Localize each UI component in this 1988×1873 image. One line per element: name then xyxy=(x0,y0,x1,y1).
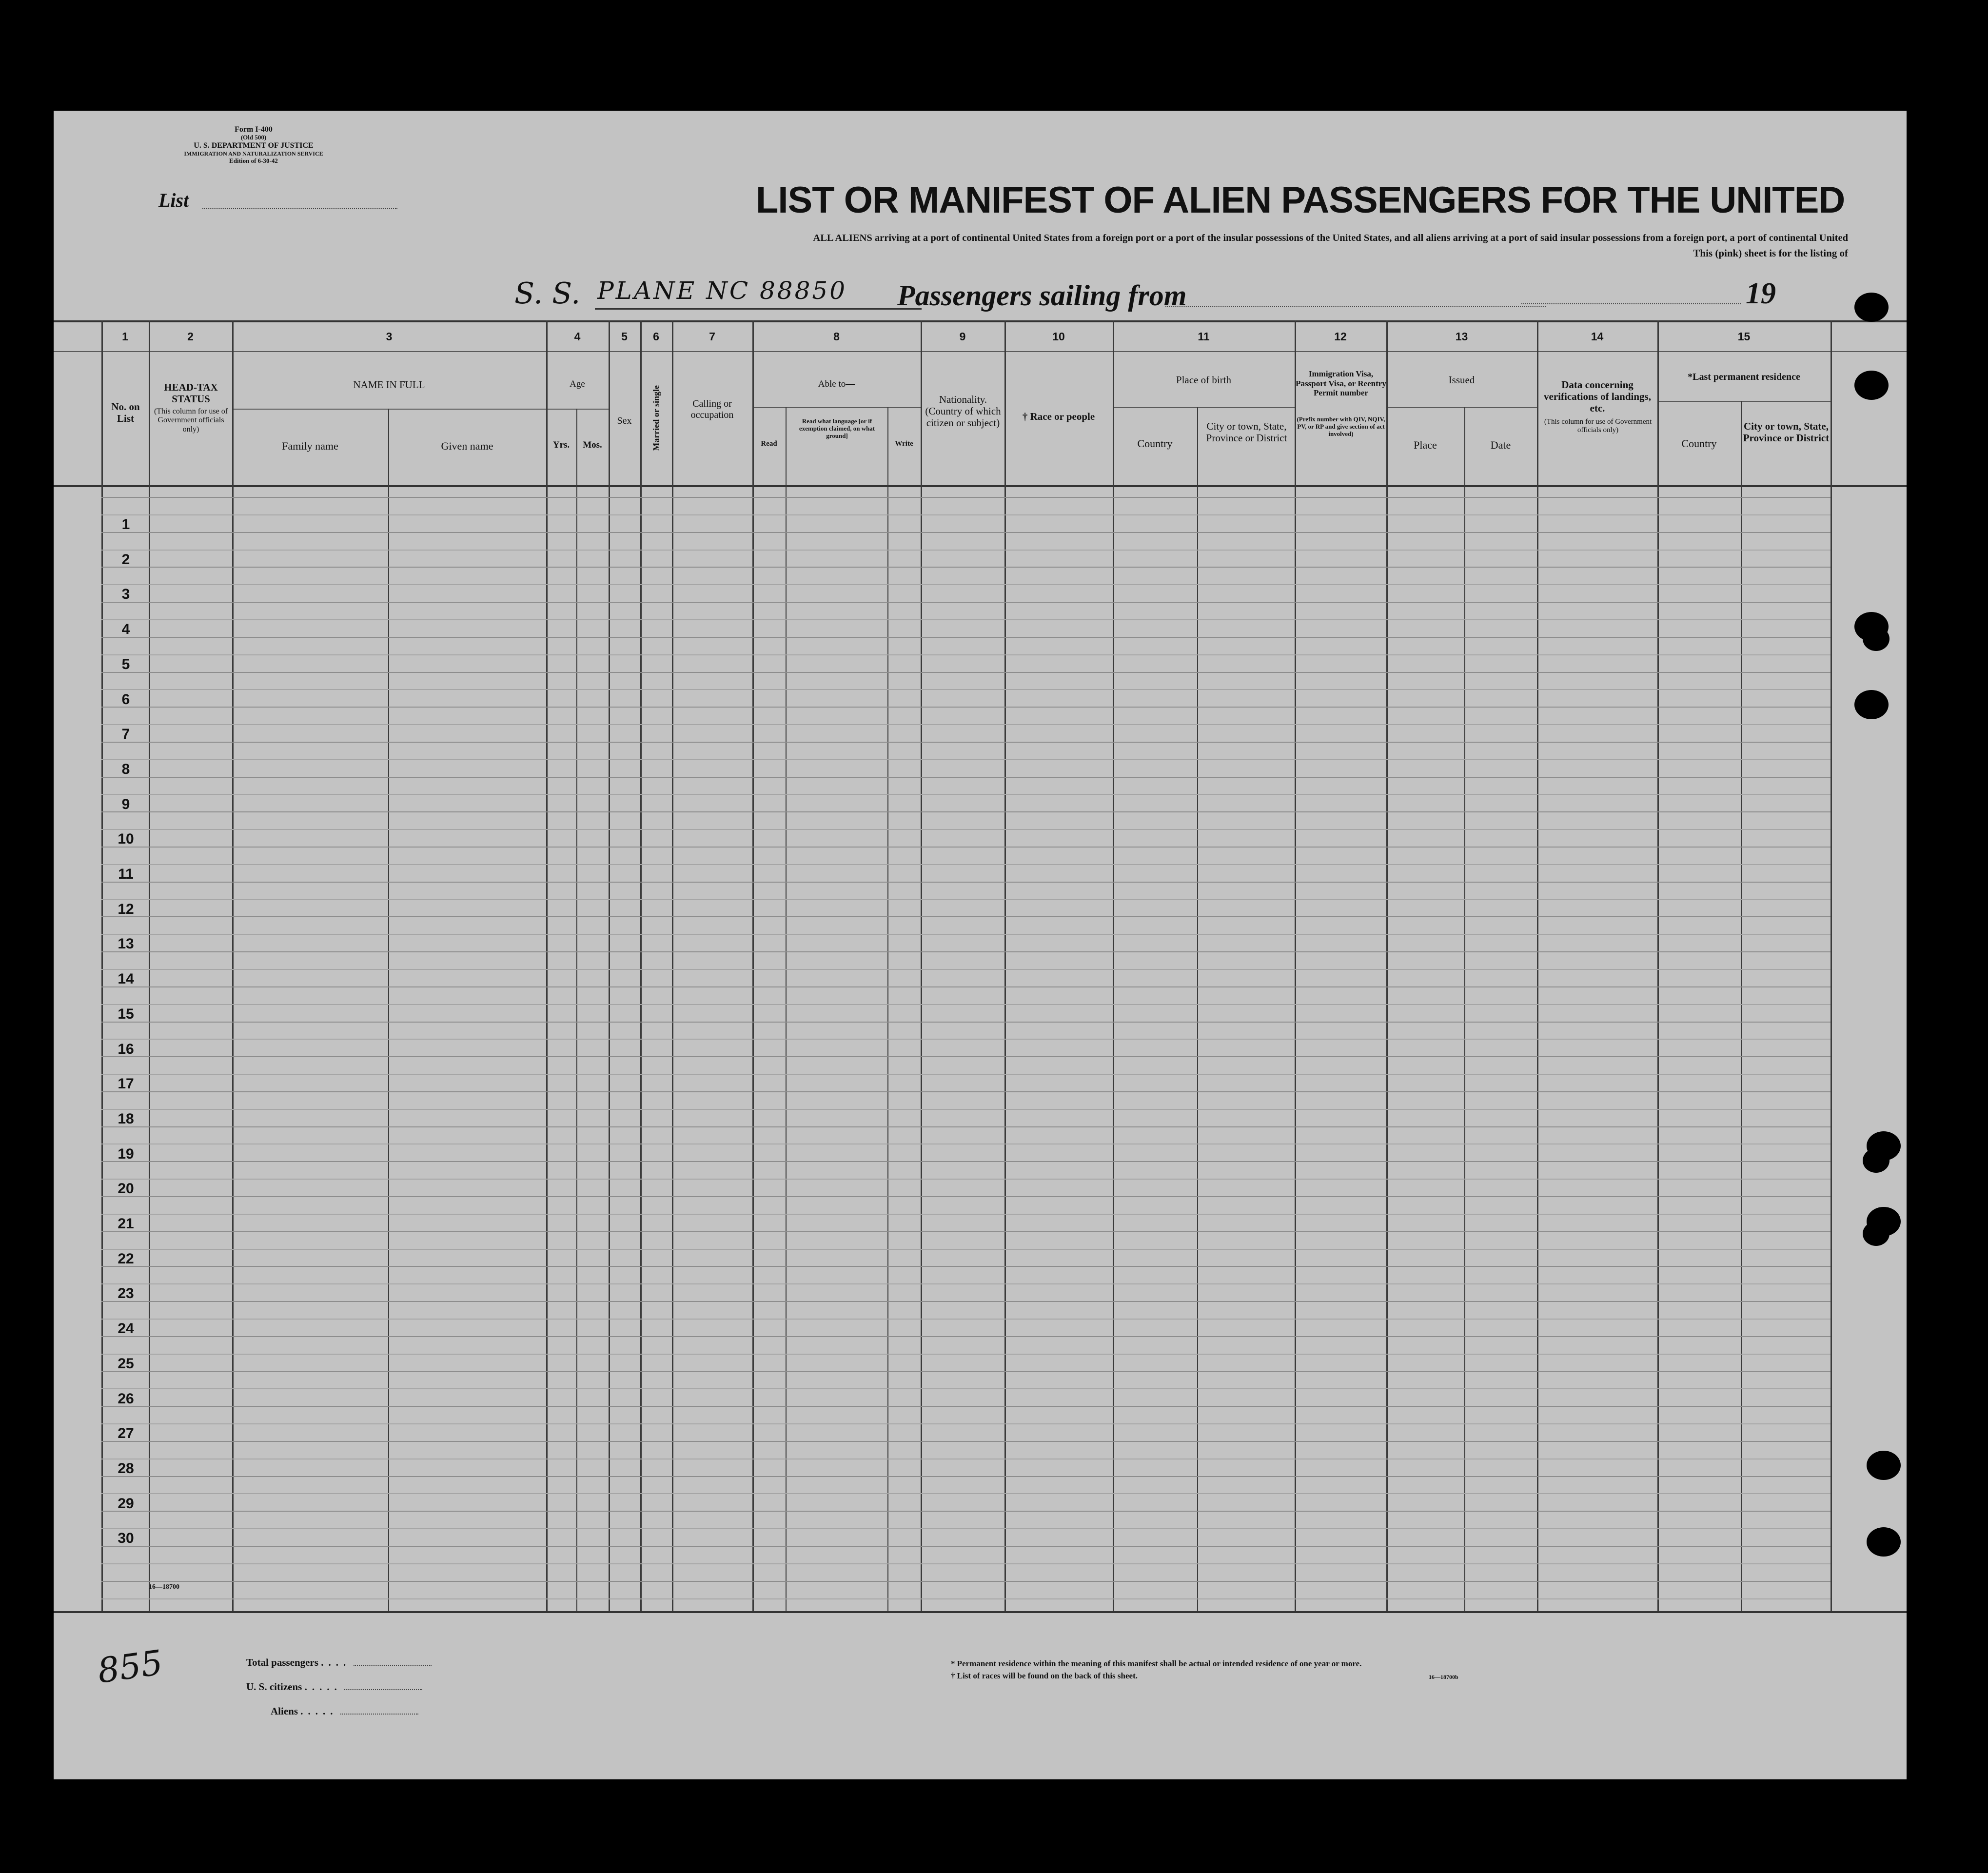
ruled-line xyxy=(101,672,1831,673)
ruled-line xyxy=(101,829,1831,830)
ruled-line xyxy=(101,1511,1831,1512)
ruled-line xyxy=(101,1371,1831,1372)
header-birth-country: Country xyxy=(1137,437,1173,450)
colnum-15: 15 xyxy=(1737,330,1751,343)
punch-hole xyxy=(1854,690,1889,719)
aliens-field[interactable] xyxy=(340,1714,418,1715)
ruled-line xyxy=(101,1266,1831,1267)
subtitle-line1: ALL ALIENS arriving at a port of continental United States from a foreign port or a port of the insular possessions of the United States, and all aliens arriving at a port of said insular possessions from a foreign port, a port of continental United xyxy=(813,233,1848,243)
issued-subheader-line xyxy=(1386,407,1537,408)
row-number: 16 xyxy=(118,1041,134,1057)
ruled-line xyxy=(101,707,1831,708)
header-race: † Race or people xyxy=(1022,411,1095,422)
vessel-name-line xyxy=(595,308,922,310)
row-number: 15 xyxy=(118,1006,134,1022)
department: U. S. DEPARTMENT OF JUSTICE xyxy=(194,141,314,150)
ruled-line xyxy=(101,1441,1831,1442)
row-number: 12 xyxy=(118,901,134,917)
ss-prefix: S. S. xyxy=(514,276,581,311)
row-number: 29 xyxy=(118,1495,134,1512)
total-passengers-label: Total passengers xyxy=(246,1656,318,1668)
able-subheader-line xyxy=(752,407,921,408)
colnum-divider xyxy=(54,351,1907,352)
row-number: 1 xyxy=(121,516,130,532)
total-passengers-row: Total passengers .... xyxy=(246,1656,432,1681)
us-citizens-label: U. S. citizens xyxy=(246,1681,302,1693)
ruled-line xyxy=(101,1283,1831,1284)
header-read: Read xyxy=(761,440,777,448)
ruled-line xyxy=(101,969,1831,970)
colnum-7: 7 xyxy=(709,330,715,343)
header-landings-note: (This column for use of Government officials only) xyxy=(1544,418,1652,434)
header-head-tax-note: (This column for use of Government officials only) xyxy=(154,407,228,434)
row-number: 21 xyxy=(118,1216,134,1232)
ruled-line xyxy=(101,532,1831,533)
row-number: 13 xyxy=(118,936,134,952)
ruled-line xyxy=(101,882,1831,883)
ruled-line xyxy=(101,550,1831,551)
colnum-9: 9 xyxy=(959,330,966,343)
punch-hole xyxy=(1863,1148,1890,1173)
ruled-line xyxy=(101,1336,1831,1337)
ruled-line xyxy=(101,1249,1831,1250)
punch-hole xyxy=(1854,371,1889,400)
ruled-line xyxy=(101,1563,1831,1564)
ruled-line xyxy=(101,1581,1831,1582)
totals-block xyxy=(246,1656,432,1730)
page-title: LIST OR MANIFEST OF ALIEN PASSENGERS FOR THE UNITED xyxy=(756,179,1845,221)
row-number: 4 xyxy=(121,621,130,638)
year-prefix: 19 xyxy=(1746,277,1776,310)
row-number: 30 xyxy=(118,1530,134,1547)
form-old-number: (Old 500) xyxy=(240,134,267,141)
header-place-of-birth: Place of birth xyxy=(1176,374,1232,386)
ruled-line xyxy=(101,724,1831,725)
ruled-line xyxy=(101,1423,1831,1424)
row-number: 8 xyxy=(121,761,130,777)
row-number: 18 xyxy=(118,1110,134,1127)
header-nationality: Nationality. (Country of which citizen or subject) xyxy=(925,394,1001,429)
row-number: 27 xyxy=(118,1425,134,1442)
row-number: 20 xyxy=(118,1181,134,1197)
table-body xyxy=(54,487,1907,1613)
ruled-line xyxy=(101,986,1831,987)
service: IMMIGRATION AND NATURALIZATION SERVICE xyxy=(184,150,323,157)
ruled-line xyxy=(101,916,1831,917)
sailing-date-field[interactable] xyxy=(1521,303,1741,304)
header-no-on-list: No. on List xyxy=(111,401,140,425)
ruled-line xyxy=(101,689,1831,690)
ruled-line xyxy=(101,1493,1831,1494)
header-read-language: Read what language [or if exemption claimed, on what ground] xyxy=(799,417,875,439)
ruled-line xyxy=(101,1319,1831,1320)
manifest-sheet xyxy=(54,111,1907,1779)
ruled-line xyxy=(101,934,1831,935)
ruled-line xyxy=(101,1301,1831,1302)
header-issued-date: Date xyxy=(1490,439,1511,451)
form-info xyxy=(176,125,332,164)
colnum-13: 13 xyxy=(1455,330,1468,343)
residence-subheader-line xyxy=(1657,401,1831,402)
punch-hole xyxy=(1867,1527,1901,1557)
header-calling: Calling or occupation xyxy=(690,398,734,420)
ruled-line xyxy=(101,567,1831,568)
ruled-line xyxy=(101,811,1831,812)
list-number-field[interactable] xyxy=(202,208,397,209)
colnum-10: 10 xyxy=(1052,330,1065,343)
colnum-5: 5 xyxy=(621,330,628,343)
ruled-line xyxy=(101,1598,1831,1599)
row-number: 9 xyxy=(121,796,130,812)
ruled-line xyxy=(101,1161,1831,1162)
ruled-line xyxy=(101,1179,1831,1180)
footnote-races: † List of races will be found on the back of this sheet. xyxy=(951,1671,1138,1680)
row-number: 23 xyxy=(118,1285,134,1302)
handwritten-page-number: 855 xyxy=(95,1642,165,1691)
ruled-line xyxy=(101,1388,1831,1389)
colnum-2: 2 xyxy=(187,330,194,343)
aliens-row: Aliens ..... xyxy=(246,1705,432,1730)
header-issued-place: Place xyxy=(1414,439,1437,451)
header-write: Write xyxy=(895,440,913,448)
ruled-line xyxy=(101,654,1831,655)
ruled-line xyxy=(101,1091,1831,1092)
row-number: 10 xyxy=(118,831,134,848)
us-citizens-row: U. S. citizens ..... xyxy=(246,1681,432,1705)
row-number: 19 xyxy=(118,1145,134,1162)
us-citizens-field[interactable] xyxy=(344,1689,422,1690)
colnum-6: 6 xyxy=(653,330,659,343)
header-residence-city: City or town, State, Province or District xyxy=(1743,420,1830,444)
footnote-residence: * Permanent residence within the meaning of this manifest shall be actual or intended residence of one year or more. xyxy=(951,1659,1362,1668)
edition: Edition of 6-30-42 xyxy=(229,157,278,164)
table-top-border xyxy=(54,320,1907,322)
ruled-line xyxy=(101,742,1831,743)
row-number: 14 xyxy=(118,971,134,987)
ruled-line xyxy=(101,1528,1831,1529)
punch-hole xyxy=(1863,627,1890,651)
sailing-from-field[interactable] xyxy=(1165,306,1546,307)
subtitle-line2: This (pink) sheet is for the listing of xyxy=(1693,247,1848,259)
ruled-line xyxy=(101,1126,1831,1127)
header-last-residence: *Last permanent residence xyxy=(1688,372,1800,382)
header-head-tax: HEAD-TAX STATUS xyxy=(164,381,218,405)
ruled-line xyxy=(101,1406,1831,1407)
footnotes xyxy=(951,1658,1361,1682)
header-name-in-full: NAME IN FULL xyxy=(353,379,425,391)
row-number: 24 xyxy=(118,1321,134,1337)
row-number: 6 xyxy=(121,691,130,708)
sailing-label: Passengers sailing from xyxy=(897,279,1187,312)
row-number: 17 xyxy=(118,1076,134,1092)
row-number: 7 xyxy=(121,726,130,743)
punch-hole xyxy=(1867,1451,1901,1480)
colnum-14: 14 xyxy=(1591,330,1604,343)
ruled-line xyxy=(101,602,1831,603)
colnum-4: 4 xyxy=(574,330,581,343)
row-number: 11 xyxy=(118,866,134,882)
ruled-line xyxy=(101,951,1831,952)
ruled-line xyxy=(101,637,1831,638)
row-number: 5 xyxy=(121,656,130,672)
header-birth-city: City or town, State, Province or District xyxy=(1206,420,1287,444)
punch-hole xyxy=(1854,293,1889,322)
ruled-line xyxy=(101,794,1831,795)
header-given-name: Given name xyxy=(441,440,493,452)
colnum-3: 3 xyxy=(386,330,393,343)
bottom-code: 16—18700 xyxy=(149,1583,179,1591)
ruled-line xyxy=(101,1074,1831,1075)
header-sex: Sex xyxy=(617,415,632,426)
total-passengers-field[interactable] xyxy=(354,1665,432,1666)
row-number: 22 xyxy=(118,1250,134,1267)
punch-hole xyxy=(1863,1222,1890,1246)
ruled-line xyxy=(101,514,1831,515)
ruled-line xyxy=(101,1476,1831,1477)
header-residence-country: Country xyxy=(1681,437,1717,450)
colnum-8: 8 xyxy=(833,330,840,343)
colnum-1: 1 xyxy=(122,330,128,343)
row-number: 28 xyxy=(118,1460,134,1477)
ruled-line xyxy=(101,1056,1831,1057)
ruled-line xyxy=(101,899,1831,900)
header-age: Age xyxy=(570,379,585,389)
form-number: Form I-400 xyxy=(235,125,273,134)
header-issued: Issued xyxy=(1448,374,1475,386)
ruled-line xyxy=(101,497,1831,498)
aliens-label: Aliens xyxy=(271,1705,298,1717)
row-number: 25 xyxy=(118,1355,134,1372)
ruled-line xyxy=(101,1546,1831,1547)
birth-subheader-line xyxy=(1113,407,1295,408)
ruled-line xyxy=(101,584,1831,585)
ruled-line xyxy=(101,1109,1831,1110)
row-number: 26 xyxy=(118,1390,134,1407)
ruled-line xyxy=(101,777,1831,778)
header-family-name: Family name xyxy=(282,440,338,452)
colnum-12: 12 xyxy=(1334,330,1347,343)
vessel-name[interactable]: PLANE NC 88850 xyxy=(597,276,847,305)
row-number: 3 xyxy=(121,586,130,603)
header-visa: Immigration Visa, Passport Visa, or Reentry Permit number xyxy=(1296,369,1386,398)
ruled-line xyxy=(101,619,1831,620)
header-mos: Mos. xyxy=(583,440,602,450)
ruled-line xyxy=(101,847,1831,848)
header-yrs: Yrs. xyxy=(552,440,570,450)
list-label: List xyxy=(158,189,189,211)
footnote-code: 16—18700b xyxy=(1429,1674,1458,1680)
ruled-line xyxy=(101,864,1831,865)
table-bottom-border xyxy=(54,1611,1907,1613)
ruled-line xyxy=(101,1196,1831,1197)
ruled-line xyxy=(101,1004,1831,1005)
header-married: Married or single xyxy=(651,385,661,451)
ruled-line xyxy=(101,1354,1831,1355)
header-landings: Data concerning verifications of landings, etc. xyxy=(1544,379,1651,414)
colnum-11: 11 xyxy=(1198,330,1210,343)
ruled-line xyxy=(101,1039,1831,1040)
header-visa-note: (Prefix number with QIV, NQIV, PV, or RP and give section of act involved) xyxy=(1297,415,1385,437)
name-subheader-line xyxy=(232,409,609,410)
ruled-line xyxy=(101,1214,1831,1215)
passenger-table xyxy=(54,320,1907,1613)
header-able-to: Able to— xyxy=(818,379,855,389)
ruled-line xyxy=(101,1231,1831,1232)
ruled-line xyxy=(101,1022,1831,1023)
row-number: 2 xyxy=(121,551,130,568)
ruled-line xyxy=(101,759,1831,760)
